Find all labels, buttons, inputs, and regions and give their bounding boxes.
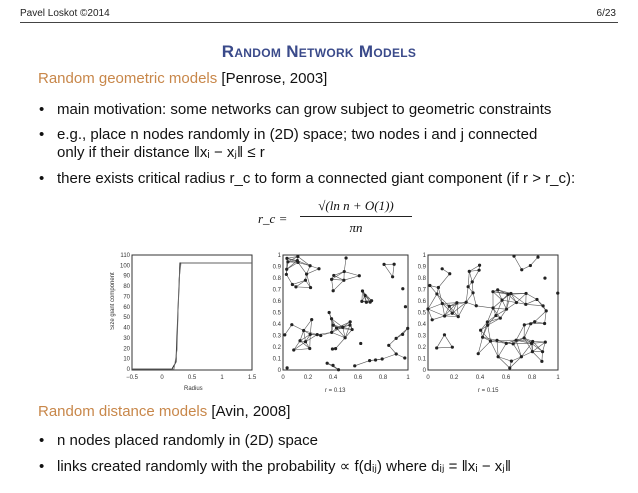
formula-denominator: πn <box>349 220 363 235</box>
plot-ytick-label: 90 <box>123 273 130 280</box>
network-ytick-label: 0.1 <box>272 356 281 363</box>
network-node <box>533 320 536 323</box>
network-edge <box>533 341 546 342</box>
giant-component-plot-svg <box>110 250 260 395</box>
network-node <box>308 347 311 350</box>
network-node <box>500 299 503 302</box>
network-node <box>332 289 335 292</box>
network-ytick-label: 0.8 <box>272 276 281 282</box>
network-node <box>387 344 390 347</box>
plot-xtick-label: 0 <box>160 375 164 381</box>
network-node <box>543 322 546 325</box>
network-node <box>475 304 478 307</box>
network-node <box>524 292 527 295</box>
network-edge <box>488 318 501 325</box>
formula-numerator: √(ln n + O(1)) <box>318 198 394 213</box>
network-edge <box>344 258 346 272</box>
network-ytick-label: 0 <box>277 368 281 374</box>
network-node <box>365 301 368 304</box>
bullet-icon: • <box>39 458 45 475</box>
plot-ytick-label: 40 <box>123 325 130 332</box>
network-node <box>477 352 480 355</box>
plot-xtick-label: −0.5 <box>126 375 138 381</box>
network-node <box>497 355 500 358</box>
network-node <box>506 293 509 296</box>
network-node <box>481 336 484 339</box>
network-node <box>328 311 331 314</box>
network-node <box>331 324 334 327</box>
network-ytick-label: 0 <box>422 368 426 374</box>
network-node <box>478 264 481 267</box>
network-edge <box>535 311 546 322</box>
network-node <box>330 331 333 334</box>
section-cite: [Avin, 2008] <box>207 403 291 420</box>
plot-xlabel: Radius <box>184 386 203 392</box>
network-node <box>364 294 367 297</box>
network-node <box>332 274 335 277</box>
network-node <box>317 267 320 270</box>
network-edge <box>292 325 304 331</box>
network-node <box>309 286 312 289</box>
network-caption: r = 0.13 <box>325 388 346 394</box>
network-ytick-label: 0.1 <box>418 356 426 363</box>
network-edge <box>511 357 521 361</box>
network-node <box>296 259 299 262</box>
network-ytick-label: 0.2 <box>418 345 426 351</box>
network-ytick-label: 0.3 <box>272 333 281 340</box>
network-node <box>395 352 398 355</box>
network-node <box>529 264 532 267</box>
network-node <box>296 255 299 258</box>
network-node <box>348 323 351 326</box>
network-edge <box>466 302 476 306</box>
network-node <box>391 275 394 278</box>
network-node <box>291 283 294 286</box>
network-node <box>541 350 544 353</box>
network-ytick-label: 0.4 <box>272 322 281 328</box>
network-edge <box>432 316 444 320</box>
network-node <box>435 292 438 295</box>
network-node <box>341 326 344 329</box>
network-node <box>304 279 307 282</box>
network-ytick-label: 0.2 <box>272 345 281 351</box>
network-edge <box>344 276 359 280</box>
network-node <box>496 288 499 291</box>
bullet-text: e.g., place n nodes randomly in (2D) space; two nodes i and j connected <box>57 126 538 143</box>
network-node <box>344 336 347 339</box>
network-edge <box>437 347 453 348</box>
network-node <box>448 305 451 308</box>
network-node <box>491 290 494 293</box>
bullet-text: links created randomly with the probability ∝ f(dᵢⱼ) where dᵢⱼ = ‖xᵢ − xⱼ‖ <box>57 458 512 475</box>
plot-ytick-label: 100 <box>119 263 130 270</box>
network-xtick-label: 1 <box>556 375 560 381</box>
network-node <box>298 339 301 342</box>
network-node <box>515 339 518 342</box>
network-node <box>335 326 338 329</box>
network-node <box>286 260 289 263</box>
network-node <box>431 318 434 321</box>
network-edge <box>469 271 472 282</box>
network-node <box>334 347 337 350</box>
plot-ytick-label: 70 <box>123 294 130 301</box>
network-node <box>310 318 313 321</box>
network-xtick-label: 0.2 <box>449 375 459 381</box>
fraction-bar <box>300 216 412 217</box>
network-node <box>540 360 543 363</box>
network-edge <box>472 270 479 282</box>
network-node <box>393 263 396 266</box>
bullet-item <box>39 458 512 476</box>
network-node <box>512 255 515 258</box>
network-node <box>285 268 288 271</box>
network-xtick-label: 1 <box>406 375 410 381</box>
network-node <box>437 286 440 289</box>
network-edge <box>445 316 459 317</box>
bullet-icon: • <box>39 126 45 143</box>
network-node <box>479 329 482 332</box>
network-node <box>302 329 305 332</box>
network-xtick-label: 0.8 <box>378 375 388 381</box>
network-xtick-label: 0.4 <box>475 375 485 381</box>
network-node <box>351 328 354 331</box>
network-node <box>467 285 470 288</box>
network-edge <box>437 335 445 348</box>
bullet-continuation <box>57 144 265 162</box>
network-node <box>337 368 340 371</box>
network-edge <box>516 340 521 357</box>
network-node <box>344 256 347 259</box>
network-edge <box>498 343 506 356</box>
plot-ytick-label: 50 <box>123 315 130 322</box>
plot-xtick-label: 1.5 <box>247 375 257 381</box>
network-edge <box>286 274 292 284</box>
network-ytick-label: 0.9 <box>272 264 281 271</box>
network-ytick-label: 0.9 <box>418 264 426 271</box>
network-ytick-label: 0.5 <box>272 310 281 317</box>
network-node <box>523 323 526 326</box>
network-edge <box>389 345 396 354</box>
network-node <box>428 284 431 287</box>
network-edge <box>545 311 547 324</box>
network-plot-r015 <box>418 250 568 395</box>
network-node <box>374 358 377 361</box>
network-edge <box>514 256 522 270</box>
network-xtick-label: 0.8 <box>527 375 537 381</box>
network-node <box>451 312 454 315</box>
network-node <box>331 364 334 367</box>
network-edge <box>304 330 306 341</box>
network-node <box>342 279 345 282</box>
network-node <box>515 301 518 304</box>
network-edge <box>300 330 304 340</box>
plot-ytick-label: 20 <box>123 346 130 353</box>
bullet-item <box>39 432 318 450</box>
network-edge <box>458 302 466 316</box>
network-edge <box>296 280 306 287</box>
network-ytick-label: 0.6 <box>418 299 426 305</box>
network-edge <box>491 341 507 343</box>
network-edge <box>333 280 344 291</box>
network-node <box>486 324 489 327</box>
network-node <box>361 289 364 292</box>
network-node <box>531 340 534 343</box>
network-node <box>331 347 334 350</box>
network-node <box>353 364 356 367</box>
network-edge <box>472 282 473 293</box>
network-node <box>541 304 544 307</box>
network-node <box>349 320 352 323</box>
network-node <box>368 359 371 362</box>
network-edge <box>513 344 521 357</box>
network-ytick-label: 0.6 <box>272 299 281 305</box>
network-edge <box>526 299 537 304</box>
plot-ytick-label: 60 <box>123 304 130 311</box>
network-edge <box>310 320 311 335</box>
plot-xtick-label: 0.5 <box>187 375 197 381</box>
plot-ytick-label: 30 <box>123 335 130 342</box>
bullet-text: there exists critical radius r_c to form a connected giant component (if r > r_c): <box>57 170 576 187</box>
network-edge <box>476 306 493 308</box>
network-node <box>545 309 548 312</box>
network-edge <box>384 264 393 276</box>
network-ytick-label: 0.7 <box>418 287 426 294</box>
bullet-icon: • <box>39 101 45 118</box>
network-node <box>304 340 307 343</box>
network-edge <box>285 325 292 335</box>
network-edge <box>444 335 452 347</box>
network-node <box>285 257 288 260</box>
network-xtick-label: 0 <box>281 375 285 381</box>
network-node <box>543 277 546 280</box>
network-xtick-label: 0.6 <box>353 375 363 381</box>
network-node <box>283 333 286 336</box>
bullet-text: main motivation: some networks can grow subject to geometric constraints <box>57 101 552 118</box>
bullet-icon: • <box>39 432 45 449</box>
network-edge <box>526 293 537 299</box>
network-node <box>468 270 471 273</box>
network-node <box>451 346 454 349</box>
section-heading-distance <box>38 403 290 420</box>
network-node <box>290 323 293 326</box>
network-node <box>369 301 372 304</box>
network-edge <box>296 287 311 288</box>
network-node <box>544 340 547 343</box>
network-edge <box>294 341 300 350</box>
network-node <box>471 280 474 283</box>
network-xtick-label: 0.6 <box>501 375 511 381</box>
network-node <box>360 300 363 303</box>
network-plot-r013-svg <box>265 250 415 395</box>
formula-lhs: r_c = <box>258 211 288 226</box>
bullet-text: n nodes placed randomly in (2D) space <box>57 432 318 449</box>
network-edge <box>532 352 541 362</box>
network-node <box>443 333 446 336</box>
network-node <box>319 334 322 337</box>
network-edge <box>344 272 359 276</box>
network-node <box>401 287 404 290</box>
bullet-item <box>39 126 538 144</box>
network-node <box>512 342 515 345</box>
plot-ylabel: Size giant component <box>110 272 116 330</box>
network-edge <box>345 325 350 338</box>
bullet-item <box>39 101 552 119</box>
bullet-text: only if their distance ‖xᵢ − xⱼ‖ ≤ r <box>57 144 265 161</box>
network-node <box>401 333 404 336</box>
network-edge <box>438 274 449 288</box>
network-node <box>505 308 508 311</box>
network-ytick-label: 1 <box>422 253 426 259</box>
network-node <box>457 315 460 318</box>
header-rule <box>20 22 618 23</box>
network-node <box>508 366 511 369</box>
network-edge <box>438 288 442 304</box>
section-name: Random distance models <box>38 403 208 420</box>
network-node <box>292 348 295 351</box>
section-name: Random geometric models <box>38 70 218 87</box>
network-edge <box>521 343 531 356</box>
network-node <box>529 322 532 325</box>
network-node <box>499 317 502 320</box>
network-edge <box>307 274 311 288</box>
network-ytick-label: 0.3 <box>418 333 426 340</box>
network-edge <box>473 293 476 306</box>
slide-title: Random Network Models <box>221 42 417 61</box>
network-node <box>465 301 468 304</box>
network-node <box>406 327 409 330</box>
network-node <box>495 339 498 342</box>
network-node <box>509 292 512 295</box>
plot-xtick-label: 1 <box>220 375 224 381</box>
section-heading-geometric <box>38 70 327 87</box>
network-edge <box>382 354 396 359</box>
network-node <box>308 264 311 267</box>
network-node <box>381 357 384 360</box>
network-node <box>286 366 289 369</box>
network-edge <box>493 308 506 309</box>
network-edge <box>294 349 310 350</box>
network-node <box>505 342 508 345</box>
network-edge <box>500 309 506 318</box>
network-ytick-label: 0.5 <box>418 310 426 317</box>
network-edge <box>355 361 370 366</box>
network-node <box>316 333 319 336</box>
network-node <box>443 314 446 317</box>
network-edge <box>526 304 543 306</box>
network-node <box>305 272 308 275</box>
plot-ytick-label: 10 <box>123 356 130 363</box>
plot-ytick-label: 110 <box>120 253 130 259</box>
network-node <box>523 336 526 339</box>
network-edge <box>393 264 395 277</box>
network-node <box>531 350 534 353</box>
network-edge <box>294 342 306 350</box>
network-node <box>359 342 362 345</box>
network-node <box>330 278 333 281</box>
network-node <box>556 292 559 295</box>
network-node <box>536 256 539 259</box>
network-node <box>441 302 444 305</box>
network-xtick-label: 0.4 <box>328 375 338 381</box>
bullet-icon: • <box>39 170 45 187</box>
network-node <box>489 340 492 343</box>
network-ytick-label: 0.8 <box>418 276 426 282</box>
network-node <box>285 273 288 276</box>
network-node <box>441 267 444 270</box>
network-plot-r015-svg <box>418 250 568 395</box>
network-xtick-label: 0 <box>426 375 430 381</box>
network-node <box>471 291 474 294</box>
network-node <box>343 270 346 273</box>
network-edge <box>530 257 538 265</box>
network-node <box>435 346 438 349</box>
network-node <box>524 303 527 306</box>
network-node <box>494 314 497 317</box>
plot-ytick-label: 0 <box>126 367 130 373</box>
network-node <box>477 269 480 272</box>
network-edge <box>428 294 437 309</box>
network-node <box>395 337 398 340</box>
network-node <box>358 274 361 277</box>
network-edge <box>332 279 334 290</box>
network-node <box>404 305 407 308</box>
header-author: Pavel Loskot ©2014 <box>20 8 110 19</box>
bullet-item <box>39 170 576 188</box>
network-node <box>486 320 489 323</box>
network-xtick-label: 0.2 <box>303 375 313 381</box>
network-node <box>403 356 406 359</box>
network-node <box>309 333 312 336</box>
network-edge <box>468 271 469 286</box>
network-node <box>326 362 329 365</box>
network-node <box>330 317 333 320</box>
network-edge <box>336 338 346 349</box>
network-node <box>491 306 494 309</box>
network-caption: r = 0.15 <box>478 388 499 394</box>
network-plot-r013 <box>265 250 415 395</box>
network-node <box>294 285 297 288</box>
network-node <box>520 268 523 271</box>
network-ytick-label: 1 <box>277 253 281 259</box>
network-edge <box>487 318 500 322</box>
network-node <box>535 298 538 301</box>
network-node <box>520 355 523 358</box>
network-edge <box>292 280 305 284</box>
header-page-number: 6/23 <box>596 8 616 19</box>
section-cite: [Penrose, 2003] <box>217 70 328 87</box>
network-node <box>510 360 513 363</box>
network-node <box>426 307 429 310</box>
network-ytick-label: 0.7 <box>272 287 281 294</box>
network-edge <box>345 330 352 338</box>
network-edge <box>428 304 442 310</box>
giant-component-plot <box>110 250 260 395</box>
network-node <box>455 301 458 304</box>
plot-ytick-label: 80 <box>123 284 130 291</box>
network-ytick-label: 0.4 <box>418 322 426 328</box>
network-node <box>382 263 385 266</box>
network-node <box>448 272 451 275</box>
network-edge <box>306 335 318 342</box>
